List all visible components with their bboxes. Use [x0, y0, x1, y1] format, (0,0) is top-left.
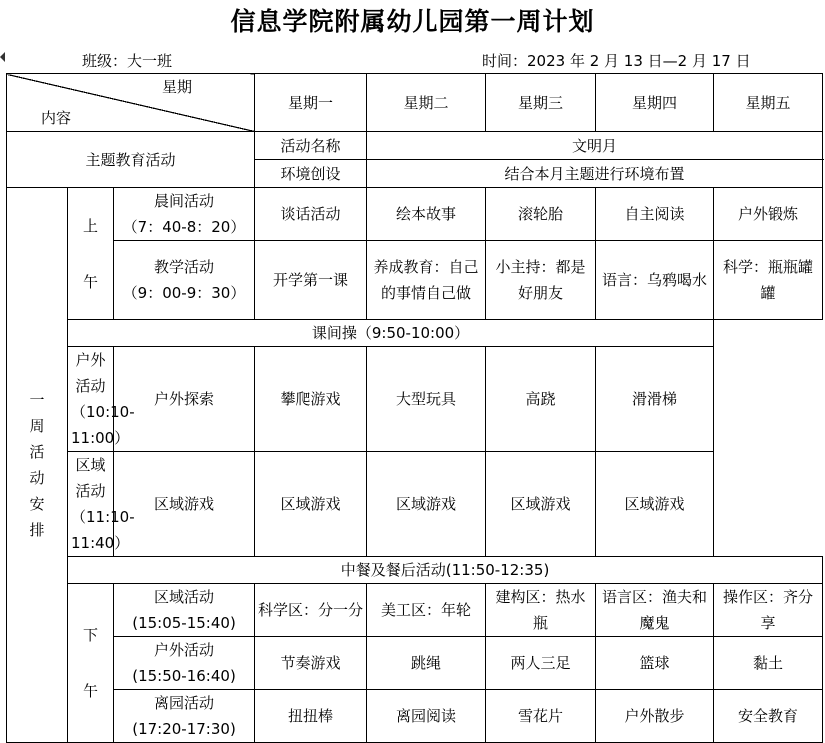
header-row — [7, 74, 823, 132]
page-title: 信息学院附属幼儿园第一周计划 — [230, 7, 595, 36]
table-move-handle-icon[interactable] — [0, 48, 6, 66]
plan-cell: 两人三足 — [486, 637, 596, 690]
activity-label: 户外活动 （10:10-11:00） — [68, 347, 114, 452]
activity-label: 晨间活动 （7：40-8：20） — [114, 188, 255, 241]
table-row — [7, 690, 823, 743]
plan-cell: 开学第一课 — [255, 241, 367, 320]
day-header-tue: 星期二 — [367, 74, 486, 132]
plan-cell: 语言：乌鸦喝水 — [596, 241, 714, 320]
plan-cell: 户外散步 — [596, 690, 714, 743]
afternoon-label: 下 午 — [68, 584, 114, 743]
table-row — [7, 557, 823, 584]
environment-value: 结合本月主题进行环境布置 — [367, 160, 823, 188]
plan-cell: 绘本故事 — [367, 188, 486, 241]
plan-cell: 小主持：都是好朋友 — [486, 241, 596, 320]
day-header-fri: 星期五 — [714, 74, 823, 132]
table-row — [7, 320, 823, 347]
plan-cell: 操作区：齐分享 — [714, 584, 823, 637]
activity-label: 教学活动 （9：00-9：30） — [114, 241, 255, 320]
plan-cell: 攀爬游戏 — [255, 347, 367, 452]
diagonal-header-cell — [7, 74, 255, 132]
content-axis-label: 内容 — [41, 109, 72, 127]
plan-cell: 自主阅读 — [596, 188, 714, 241]
plan-cell: 科学区：分一分 — [255, 584, 367, 637]
lunch-row: 中餐及餐后活动(11:50-12:35) — [68, 557, 823, 584]
plan-cell: 区域游戏 — [486, 452, 596, 557]
plan-cell: 黏土 — [714, 637, 823, 690]
table-row — [7, 241, 823, 320]
plan-cell: 雪花片 — [486, 690, 596, 743]
plan-cell: 谈话活动 — [255, 188, 367, 241]
week-activity-label: 一 周 活 动 安 排 — [7, 188, 68, 743]
activity-name-value: 文明月 — [367, 132, 823, 160]
plan-cell: 科学：瓶瓶罐罐 — [714, 241, 823, 320]
plan-cell: 美工区：年轮 — [367, 584, 486, 637]
plan-cell: 养成教育：自己的事情自己做 — [367, 241, 486, 320]
plan-cell: 户外探索 — [114, 347, 255, 452]
plan-cell: 滚轮胎 — [486, 188, 596, 241]
plan-cell: 安全教育 — [714, 690, 823, 743]
day-header-mon: 星期一 — [255, 74, 367, 132]
plan-cell: 户外锻炼 — [714, 188, 823, 241]
plan-cell: 大型玩具 — [367, 347, 486, 452]
table-row — [7, 584, 823, 637]
break-exercise-row: 课间操（9:50-10:00） — [68, 320, 714, 347]
table-row — [7, 637, 823, 690]
plan-cell: 滑滑梯 — [596, 347, 714, 452]
plan-cell: 区域游戏 — [596, 452, 714, 557]
theme-education-label: 主题教育活动 — [7, 132, 255, 188]
plan-cell: 扭扭棒 — [255, 690, 367, 743]
table-row — [7, 452, 823, 557]
plan-cell: 区域游戏 — [255, 452, 367, 557]
plan-cell: 离园阅读 — [367, 690, 486, 743]
plan-cell: 跳绳 — [367, 637, 486, 690]
date-range-label: 时间：2023 年 2 月 13 日—2 月 17 日 — [482, 52, 751, 70]
table-row — [7, 132, 823, 160]
day-header-thu: 星期四 — [596, 74, 714, 132]
plan-cell: 篮球 — [596, 637, 714, 690]
plan-cell: 高跷 — [486, 347, 596, 452]
weekday-axis-label: 星期 — [162, 78, 193, 96]
activity-label: 区域活动 (15:05-15:40) — [114, 584, 255, 637]
activity-label: 区域活动 （11:10-11:40） — [68, 452, 114, 557]
plan-cell: 区域游戏 — [114, 452, 255, 557]
class-label: 班级：大一班 — [82, 52, 173, 70]
plan-cell: 建构区：热水瓶 — [486, 584, 596, 637]
day-header-wed: 星期三 — [486, 74, 596, 132]
plan-cell: 语言区：渔夫和魔鬼 — [596, 584, 714, 637]
plan-cell: 节奏游戏 — [255, 637, 367, 690]
morning-label: 上 午 — [68, 188, 114, 320]
table-row — [7, 188, 823, 241]
activity-label: 离园活动 (17:20-17:30) — [114, 690, 255, 743]
environment-label: 环境创设 — [255, 160, 367, 188]
plan-cell: 区域游戏 — [367, 452, 486, 557]
activity-name-label: 活动名称 — [255, 132, 367, 160]
table-row — [7, 347, 823, 452]
activity-label: 户外活动 (15:50-16:40) — [114, 637, 255, 690]
